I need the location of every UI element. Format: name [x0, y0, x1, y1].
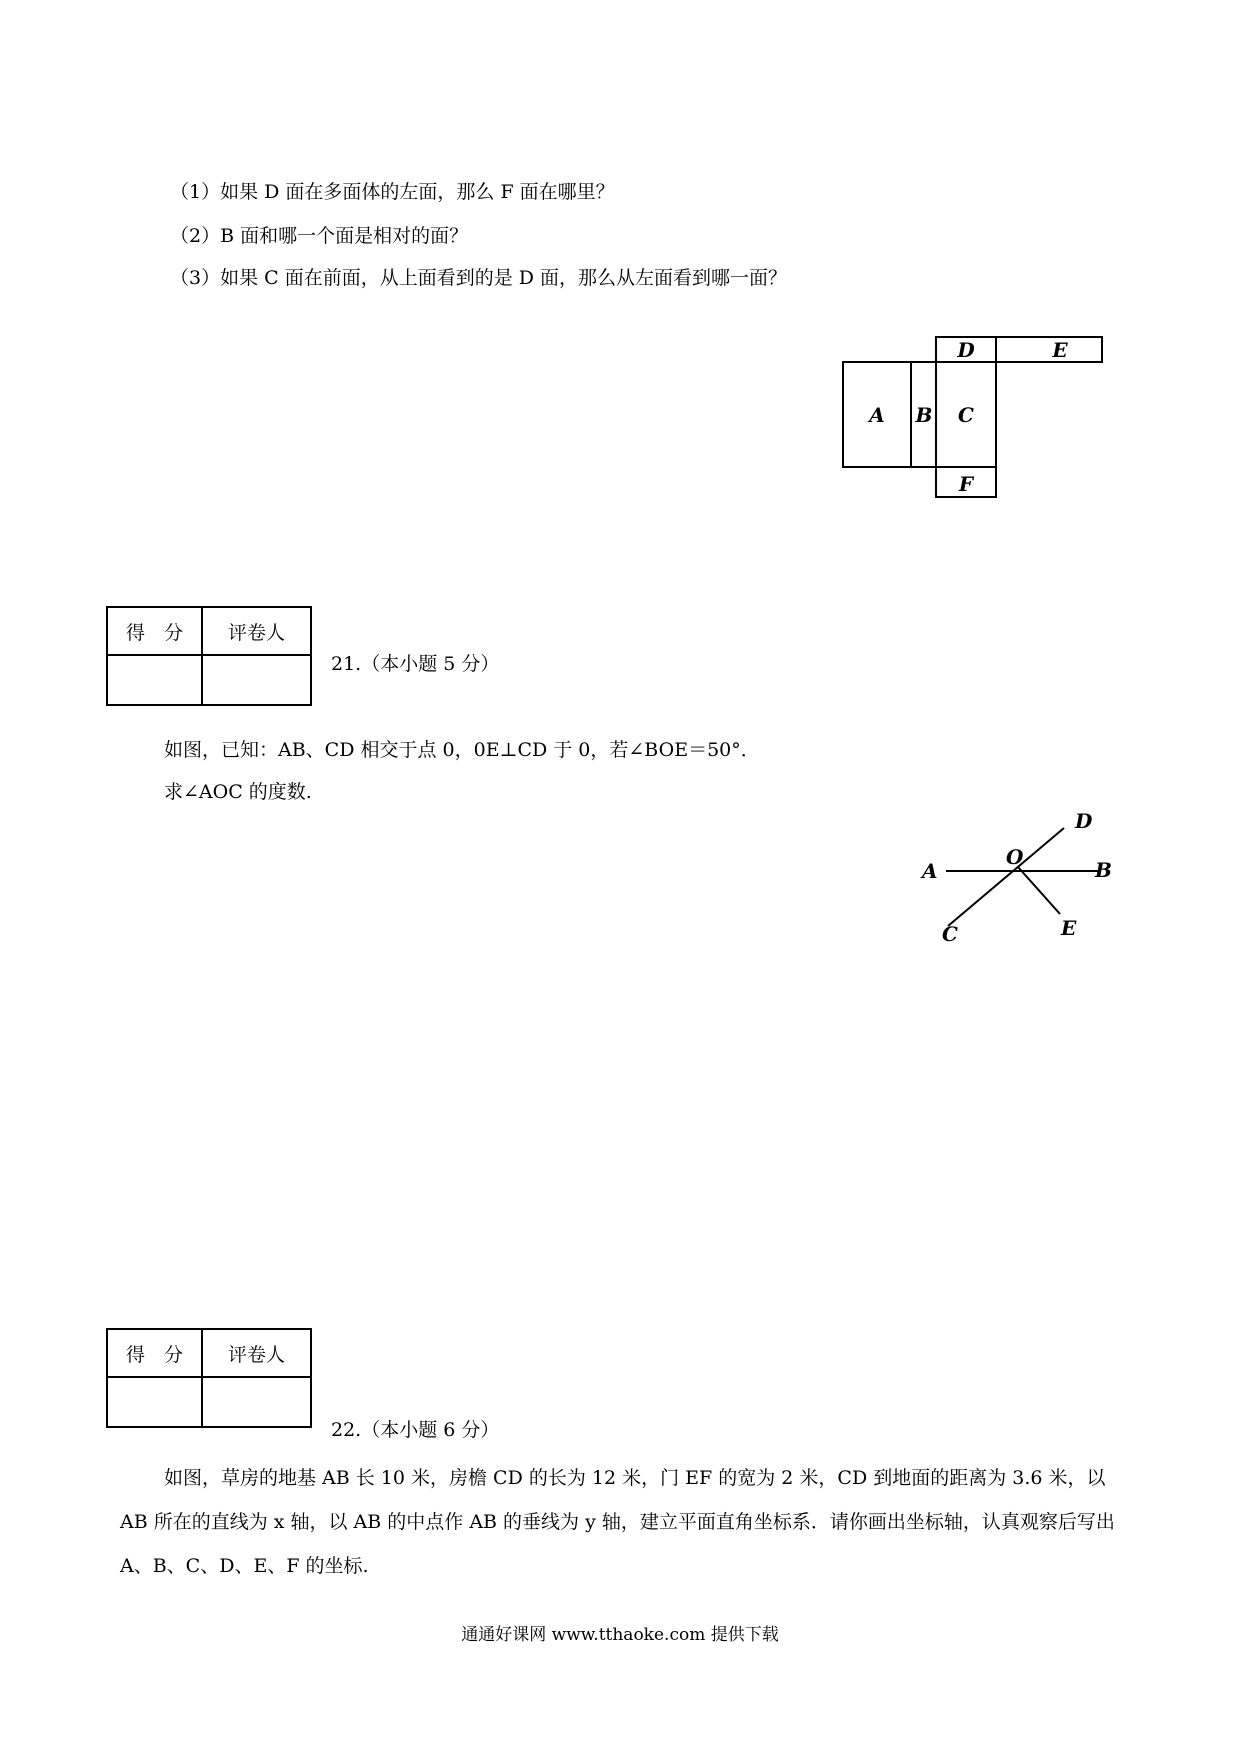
grader-cell[interactable]	[202, 655, 311, 705]
line-cd	[948, 828, 1064, 926]
fig-label-o: O	[1006, 845, 1024, 869]
score-table-22	[106, 1328, 312, 1428]
net-label-b: B	[915, 403, 933, 427]
grader-cell[interactable]	[202, 1377, 311, 1427]
net-label-e: E	[1052, 338, 1068, 362]
net-label-f: F	[958, 472, 974, 496]
question-item-1: （1）如果 D 面在多面体的左面，那么 F 面在哪里？	[170, 181, 615, 203]
score-header: 得 分	[107, 1329, 202, 1377]
grader-header: 评卷人	[202, 1329, 311, 1377]
score-cell[interactable]	[107, 655, 202, 705]
q21-header: 21.（本小题 5 分）	[331, 653, 500, 675]
q21-line1: 如图，已知：AB、CD 相交于点 0，0E⊥CD 于 0，若∠BOE＝50°．	[164, 739, 760, 761]
net-label-d: D	[957, 338, 975, 362]
fig-label-b: B	[1095, 858, 1112, 882]
footer-source: 通通好课网 www.tthaoke.com 提供下载	[461, 1625, 779, 1645]
score-table-21	[106, 606, 312, 706]
q22-header: 22.（本小题 6 分）	[331, 1419, 500, 1441]
grader-header: 评卷人	[202, 607, 311, 655]
fig-label-c: C	[942, 922, 958, 946]
angle-figure	[910, 800, 1130, 950]
q21-line2: 求∠AOC 的度数.	[164, 781, 312, 803]
net-label-c: C	[958, 403, 974, 427]
net-face-e	[996, 337, 1102, 362]
q22-text: 如图，草房的地基 AB 长 10 米，房檐 CD 的长为 12 米，门 EF 的宽为 2 米，CD 到地面的距离为 3.6 米，以 AB 所在的直线为 x 轴，以 AB 的中点作 AB 的垂线为 y 轴，建立平面直角坐标系．请你画出坐标轴，认真观察后写出 A、B、C、D、E、F 的坐标.	[120, 1467, 1115, 1577]
fig-label-d: D	[1075, 809, 1093, 833]
net-label-a: A	[869, 403, 885, 427]
fig-label-a: A	[922, 859, 938, 883]
fig-label-e: E	[1061, 916, 1077, 940]
score-cell[interactable]	[107, 1377, 202, 1427]
cube-net-figure	[840, 330, 1120, 502]
score-header: 得 分	[107, 607, 202, 655]
question-item-2: （2）B 面和哪一个面是相对的面？	[170, 225, 469, 247]
ray-oe	[1018, 867, 1060, 914]
question-item-3: （3）如果 C 面在前面，从上面看到的是 D 面，那么从左面看到哪一面？	[170, 267, 788, 289]
